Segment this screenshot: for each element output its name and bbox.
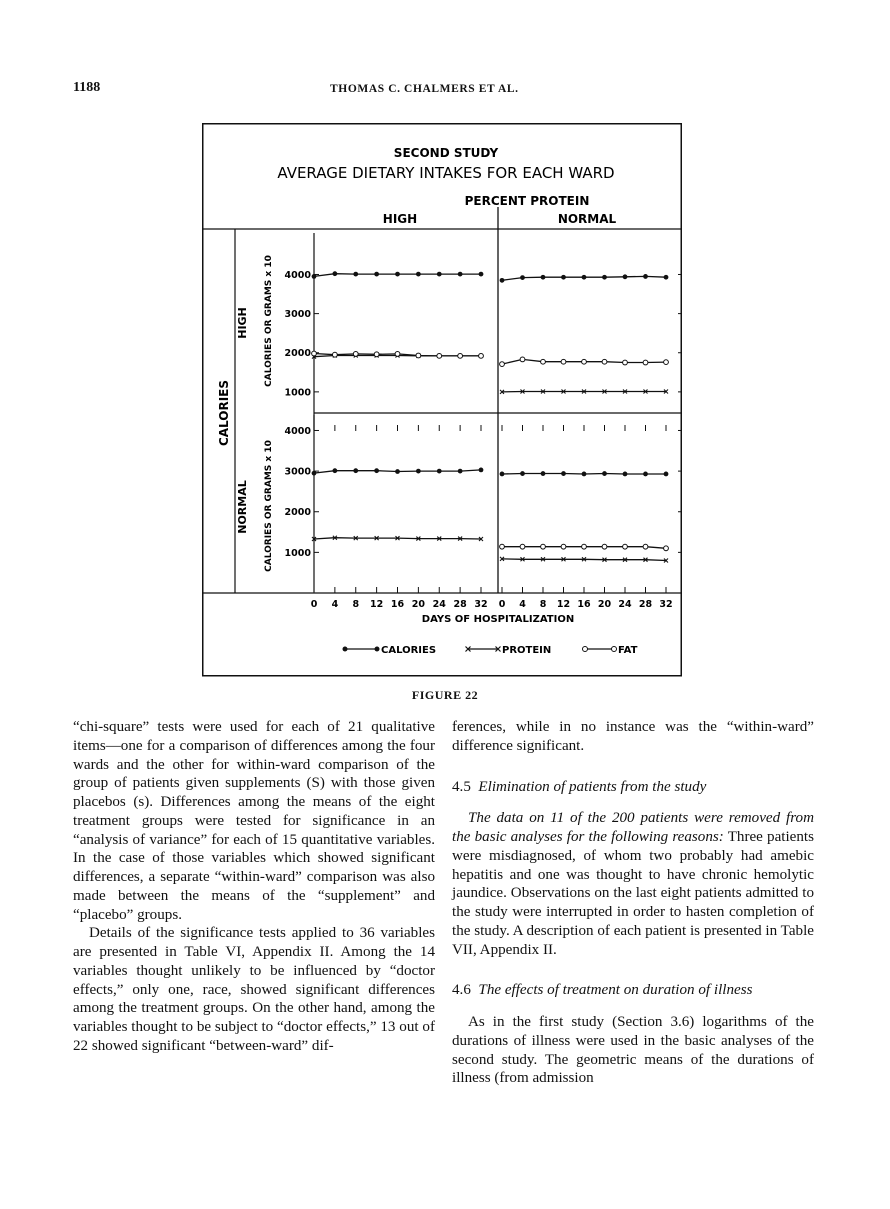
legend-item-fat bbox=[583, 645, 638, 656]
column-label-normal: NORMAL bbox=[557, 212, 617, 226]
x-tick-label: 8 bbox=[539, 599, 547, 610]
section-number-4-5: 4.5 bbox=[452, 778, 471, 795]
section-number-4-6: 4.6 bbox=[452, 982, 471, 999]
legend-item-protein bbox=[466, 645, 552, 656]
x-tick-label: 24 bbox=[432, 599, 446, 610]
page-number: 1188 bbox=[73, 80, 101, 95]
y-axis-label-top: CALORIES OR GRAMS x 10 bbox=[264, 255, 274, 387]
point-fat bbox=[643, 544, 648, 549]
right-paragraph-2 bbox=[452, 809, 814, 959]
figure-caption: FIGURE 22 bbox=[411, 688, 479, 702]
point-fat bbox=[520, 357, 525, 362]
running-head: THOMAS C. CHALMERS ET AL. bbox=[330, 83, 519, 95]
point-calories bbox=[458, 272, 463, 277]
row-group-label: CALORIES bbox=[217, 379, 231, 447]
x-tick-label: 16 bbox=[577, 599, 591, 610]
column-label-high: HIGH bbox=[382, 212, 418, 226]
legend-label-protein: PROTEIN bbox=[502, 645, 552, 656]
figure-title-line1: SECOND STUDY bbox=[393, 146, 499, 160]
y-tick-label: 1000 bbox=[284, 387, 311, 399]
x-tick-label: 0 bbox=[498, 599, 506, 610]
legend bbox=[343, 645, 638, 656]
legend-label-calories: CALORIES bbox=[381, 645, 437, 656]
x-tick-label: 20 bbox=[411, 599, 425, 610]
point-calories bbox=[416, 469, 421, 474]
x-axis-label: DAYS OF HOSPITALIZATION bbox=[421, 614, 575, 625]
point-calories bbox=[561, 275, 566, 280]
point-calories bbox=[664, 275, 669, 280]
point-calories bbox=[353, 468, 358, 473]
y-tick-label: 2000 bbox=[284, 507, 311, 519]
x-tick-label: 28 bbox=[453, 599, 467, 610]
legend-item-calories bbox=[343, 645, 437, 656]
y-tick-label: 4000 bbox=[284, 425, 311, 437]
point-calories bbox=[416, 272, 421, 277]
point-calories bbox=[312, 274, 317, 279]
figure-22-chart bbox=[202, 123, 682, 678]
x-tick-label: 28 bbox=[638, 599, 653, 610]
point-calories bbox=[332, 468, 337, 473]
point-fat bbox=[664, 360, 669, 365]
point-fat bbox=[520, 544, 525, 549]
point-fat bbox=[582, 544, 587, 549]
point-calories bbox=[541, 471, 546, 476]
point-fat bbox=[643, 360, 648, 365]
right-paragraph-1: ferences, while in no instance was the “within-ward” difference significant. bbox=[452, 719, 814, 754]
point-fat bbox=[332, 352, 337, 357]
row-label-normal: NORMAL bbox=[236, 480, 249, 534]
x-tick-label: 16 bbox=[390, 599, 405, 610]
section-title-4-5: Elimination of patients from the study bbox=[478, 778, 707, 795]
point-fat bbox=[541, 359, 546, 364]
left-text-column bbox=[73, 718, 435, 1056]
column-group-label: PERCENT PROTEIN bbox=[464, 194, 590, 208]
point-fat bbox=[374, 352, 379, 357]
x-tick-label: 20 bbox=[597, 599, 612, 610]
point-fat bbox=[437, 353, 442, 358]
x-tick-label: 8 bbox=[352, 599, 360, 610]
point-fat bbox=[602, 359, 607, 364]
point-calories bbox=[602, 275, 607, 280]
point-calories bbox=[332, 271, 337, 276]
x-tick-label: 32 bbox=[659, 599, 673, 610]
point-calories bbox=[520, 275, 525, 280]
point-fat bbox=[541, 544, 546, 549]
section-heading-4-5 bbox=[452, 778, 814, 797]
y-tick-label: 1000 bbox=[284, 547, 311, 559]
y-tick-label: 4000 bbox=[284, 269, 311, 281]
right-paragraph-3: As in the first study (Section 3.6) logarithms of the durations of illness were used in the basic analyses of the second study. The geometric means of the durations of illness (from admission bbox=[452, 1014, 814, 1087]
x-tick-label: 0 bbox=[310, 599, 318, 610]
point-calories bbox=[643, 274, 648, 279]
point-calories bbox=[312, 471, 317, 476]
row-label-high: HIGH bbox=[236, 307, 249, 339]
point-fat bbox=[479, 353, 484, 358]
point-calories bbox=[395, 469, 400, 474]
point-fat bbox=[602, 544, 607, 549]
chart-marks bbox=[285, 233, 682, 610]
point-calories bbox=[479, 272, 484, 277]
point-calories bbox=[664, 472, 669, 477]
point-calories bbox=[582, 275, 587, 280]
point-calories bbox=[500, 278, 505, 283]
point-calories bbox=[602, 471, 607, 476]
point-fat bbox=[353, 352, 358, 357]
point-fat bbox=[561, 544, 566, 549]
point-calories bbox=[623, 274, 628, 279]
point-calories bbox=[500, 472, 505, 477]
point-calories bbox=[437, 272, 442, 277]
point-calories bbox=[353, 272, 358, 277]
point-fat bbox=[500, 544, 505, 549]
point-fat bbox=[395, 352, 400, 357]
point-fat bbox=[623, 360, 628, 365]
section-heading-4-6 bbox=[452, 981, 814, 1000]
point-fat bbox=[458, 353, 463, 358]
left-paragraph-1: “chi-square” tests were used for each of 21 qualitative items—one for a comparison of differences among the four wards and the other for within-ward comparison of the group of patients given supplements (S) with those given placebos (s). Differences among the means of the eight treatment groups were tested for significance in an “analysis of variance” for each of 15 quantitative variables. In the case of those variables which showed significant differences, a separate “within-ward” comparison was also made between the means of the “supplement” and “placebo” groups. bbox=[73, 719, 435, 923]
point-fat bbox=[623, 544, 628, 549]
legend-label-fat: FAT bbox=[618, 645, 638, 656]
left-paragraph-2: Details of the significance tests applied to 36 variables are presented in Table VI, Appendix II. Among the 14 variables thought unlikely to be influenced by “doctor effects,” only one, race, showed significant differences among the treatment groups. On the other hand, among the variables thought to be subject to “doctor effects,” 13 out of 22 showed significant “between-ward” dif- bbox=[73, 925, 435, 1054]
point-calories bbox=[623, 472, 628, 477]
y-axis-label-bottom: CALORIES OR GRAMS x 10 bbox=[264, 440, 274, 572]
point-calories bbox=[395, 272, 400, 277]
point-fat bbox=[582, 359, 587, 364]
x-tick-label: 4 bbox=[331, 599, 339, 610]
x-tick-label: 12 bbox=[556, 599, 571, 610]
point-fat bbox=[664, 546, 669, 551]
figure-title-line2: AVERAGE DIETARY INTAKES FOR EACH WARD bbox=[277, 164, 615, 182]
point-fat bbox=[561, 359, 566, 364]
point-calories bbox=[582, 472, 587, 477]
point-calories bbox=[374, 272, 379, 277]
point-calories bbox=[520, 471, 525, 476]
point-calories bbox=[437, 469, 442, 474]
y-tick-label: 3000 bbox=[284, 309, 311, 321]
y-tick-label: 2000 bbox=[284, 348, 311, 360]
x-tick-label: 32 bbox=[474, 599, 488, 610]
point-calories bbox=[479, 467, 484, 472]
right-paragraph-2-italic: The data on 11 of the 200 patients were removed from the basic analyses for the following reasons: bbox=[452, 810, 814, 845]
point-calories bbox=[643, 472, 648, 477]
x-tick-label: 4 bbox=[519, 599, 526, 610]
point-calories bbox=[541, 275, 546, 280]
point-calories bbox=[374, 468, 379, 473]
x-tick-label: 24 bbox=[618, 599, 632, 610]
right-text-column bbox=[452, 718, 814, 1088]
x-tick-label: 12 bbox=[370, 599, 384, 610]
y-tick-label: 3000 bbox=[284, 466, 311, 478]
point-fat bbox=[312, 351, 317, 356]
point-calories bbox=[561, 471, 566, 476]
point-fat bbox=[416, 353, 421, 358]
right-paragraph-2-text: Three patients were misdiagnosed, of whom two probably had amebic hepatitis and one was thought to have chronic hemolytic jaundice. Observations on the last eight patients admitted to the study were interrupted in order to hasten completion of the study. A description of each patient is presented in Table VII, Appendix II. bbox=[452, 829, 814, 958]
point-fat bbox=[500, 362, 505, 367]
section-title-4-6: The effects of treatment on duration of illness bbox=[478, 982, 753, 999]
point-calories bbox=[458, 469, 463, 474]
